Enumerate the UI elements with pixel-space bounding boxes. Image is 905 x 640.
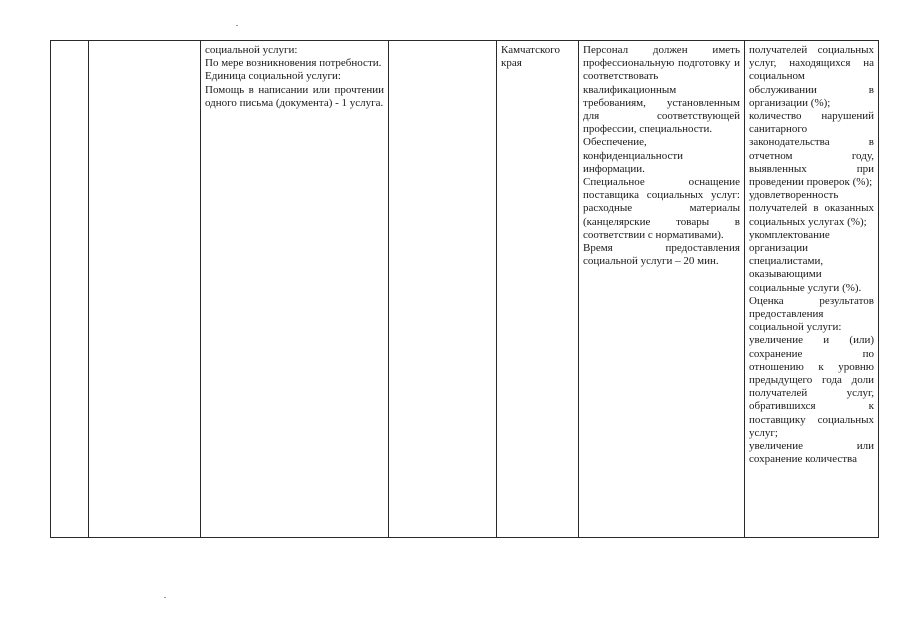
- terms-line: Помощь в написании или прочтении одного письма (документа) - 1 услуга.: [205, 83, 384, 109]
- cell-region: [497, 41, 579, 538]
- scan-speck: [236, 25, 238, 26]
- requirements-line: Персонал должен иметь профессиональную подготовку и соответствовать квалификационным требованиям, установленным для соответствующей профессии, специальности.: [583, 44, 740, 136]
- region-text: Камчатского края: [501, 44, 561, 70]
- indicator-line: увеличение и (или) сохранение по отношению к уровню предыдущего года доли получателей услуг, обратившихся к поставщику социальных услуг;: [749, 334, 874, 439]
- indicator-line: количество нарушений санитарного законодательства в отчетном году, выявленных при проведении проверок (%);: [749, 110, 874, 189]
- cell-requirements: [579, 41, 745, 538]
- indicator-line: Оценка результатов предоставления социальной услуги:: [749, 294, 874, 334]
- indicator-line: укомплектование организации специалистами, оказывающими социальные услуги (%).: [749, 228, 862, 294]
- terms-line: Единица социальной услуги:: [205, 70, 341, 83]
- indicator-line: получателей социальных услуг, находящихся на социальном обслуживании в организации (%);: [749, 44, 874, 109]
- cell-quality-indicators: [745, 41, 879, 538]
- terms-line: По мере возникновения потребности.: [205, 57, 382, 70]
- requirements-line: Время предоставления социальной услуги – 20 мин.: [583, 242, 740, 268]
- requirements-line: Специальное оснащение поставщика социальных услуг: расходные материалы (канцелярские товары в соответствии с нормативами).: [583, 176, 740, 241]
- terms-line: социальной услуги:: [205, 44, 298, 56]
- cell-number: [51, 41, 89, 538]
- services-table: [50, 40, 879, 538]
- scan-speck: [164, 597, 166, 598]
- indicator-line: увеличение или сохранение количества: [749, 440, 874, 466]
- cell-service-name: [89, 41, 201, 538]
- indicator-line: удовлетворенность получателей в оказанных социальных услугах (%);: [749, 189, 874, 228]
- table-row: [51, 41, 879, 538]
- requirements-line: Обеспечение, конфиденциальности информации.: [583, 136, 684, 175]
- cell-service-terms: [201, 41, 389, 538]
- cell-empty: [389, 41, 497, 538]
